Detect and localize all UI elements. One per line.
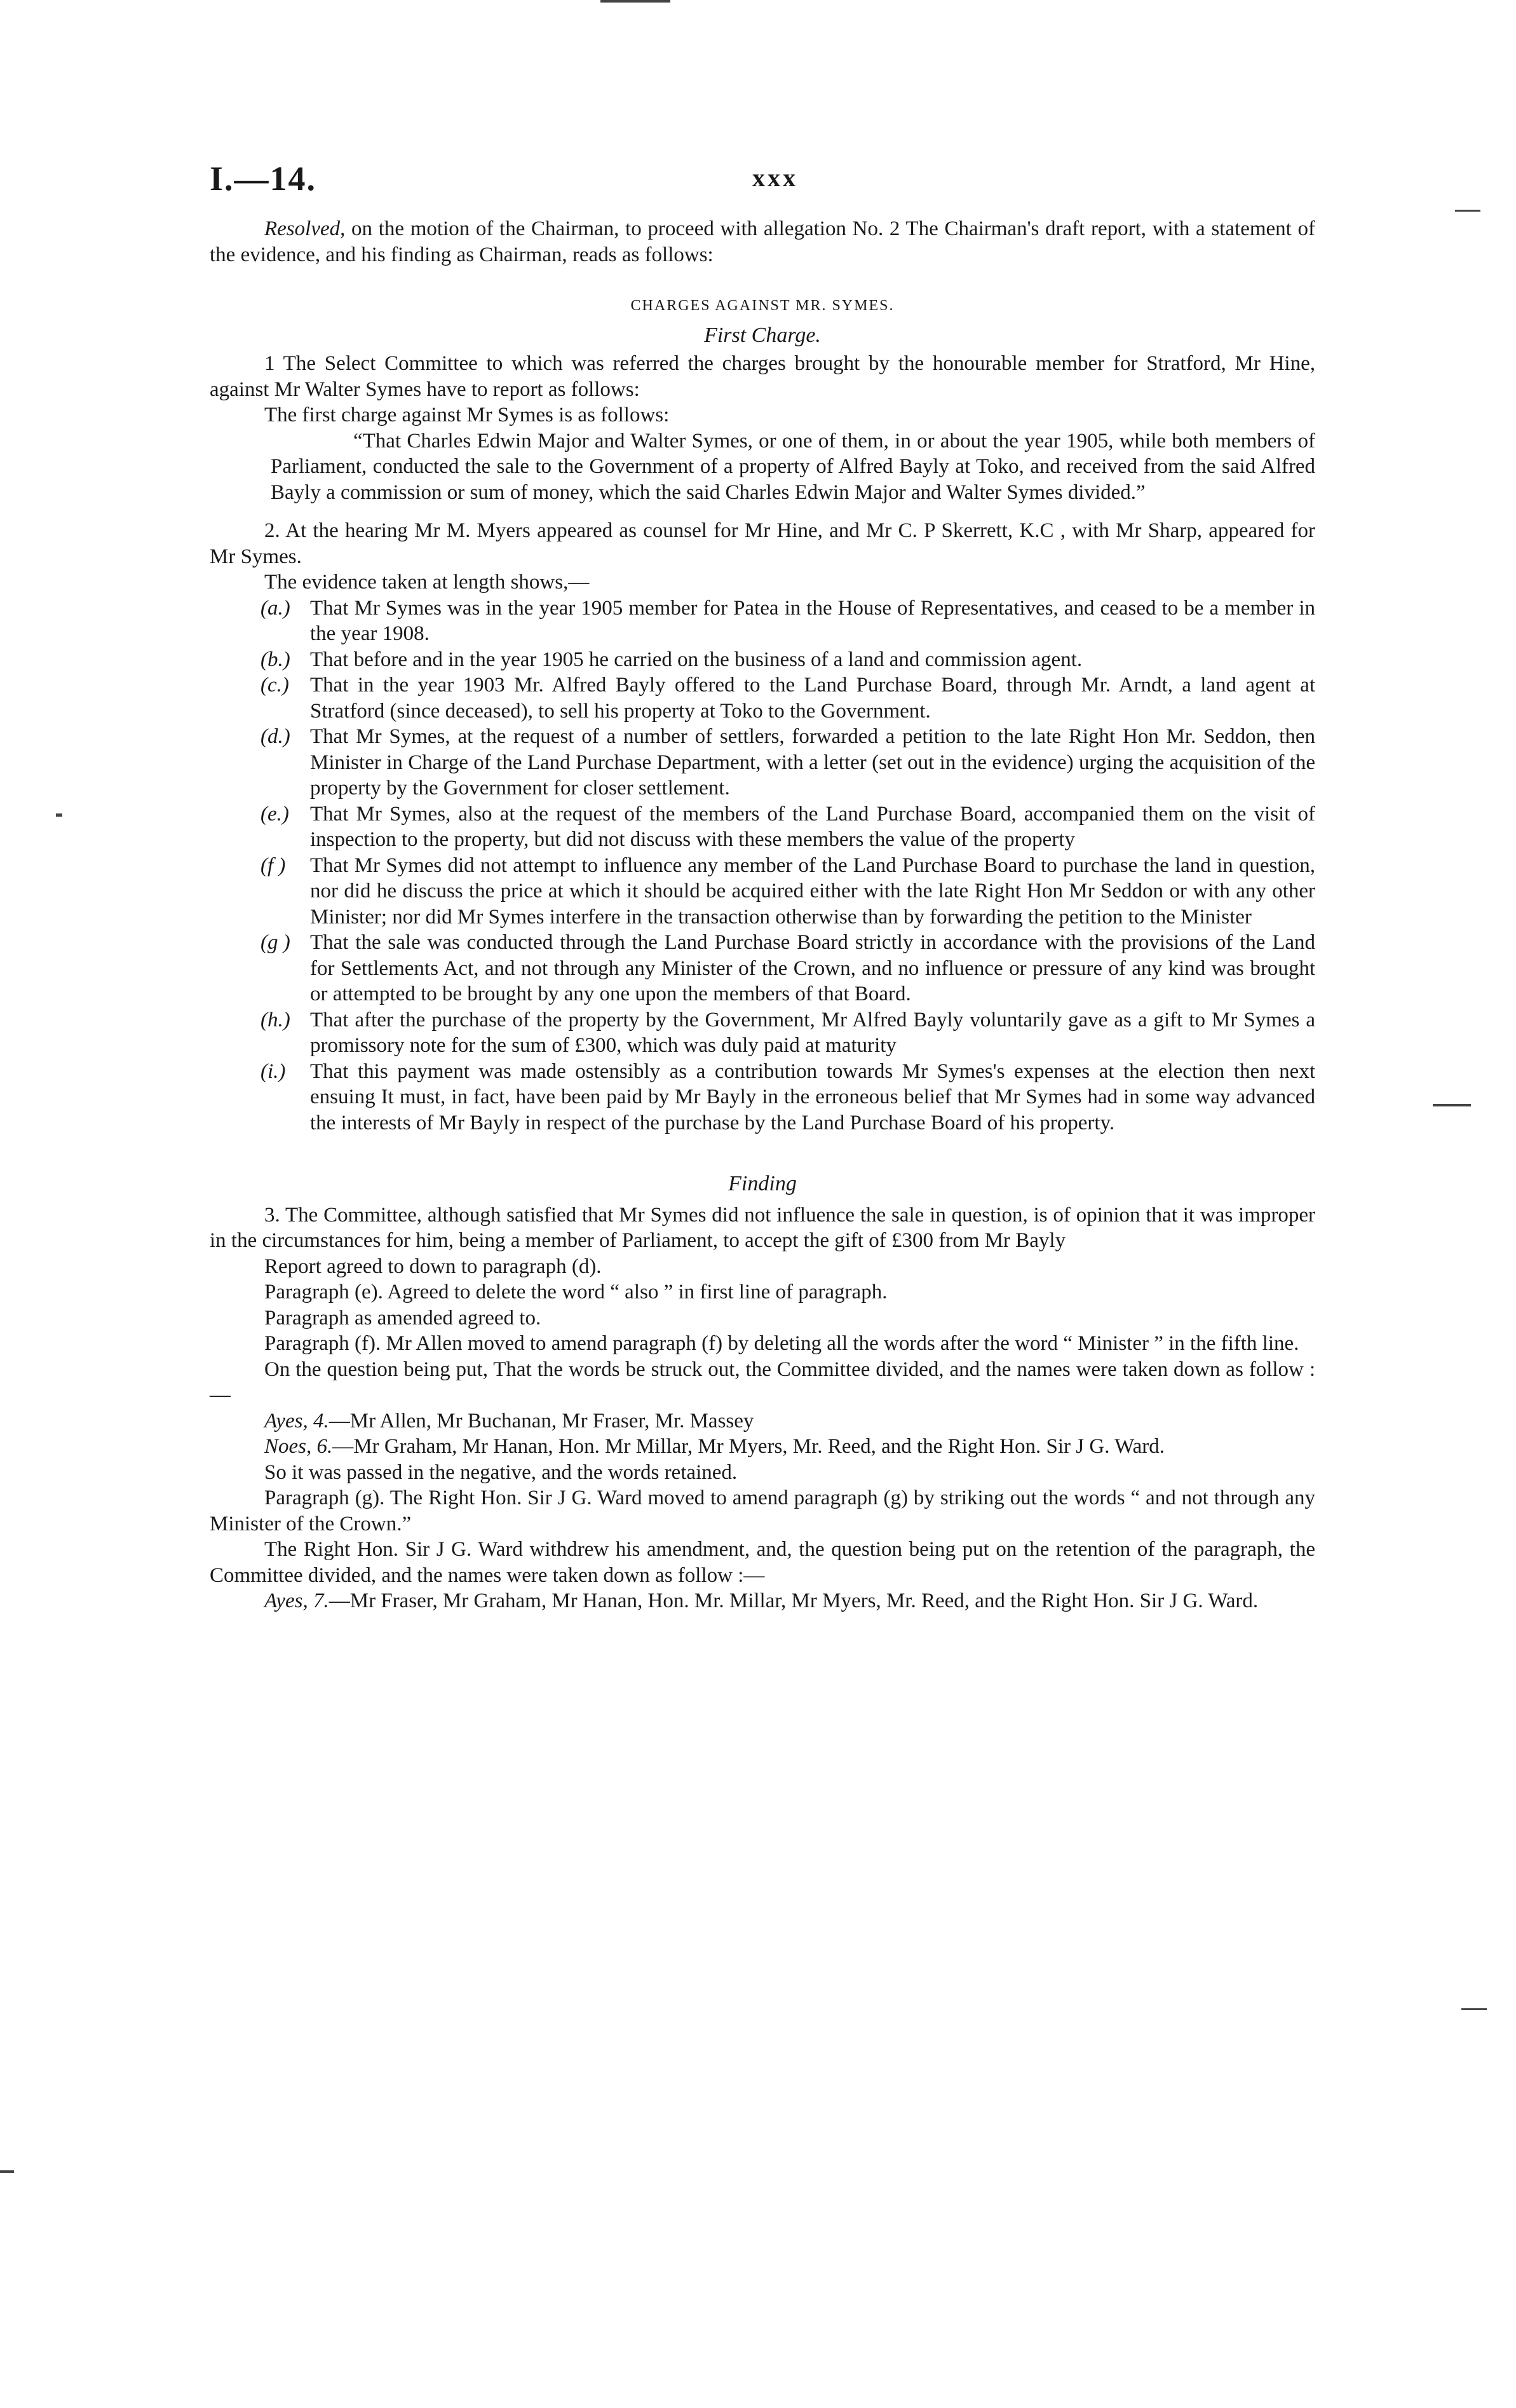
first-charge-title: First Charge. xyxy=(704,323,821,347)
paragraph-3: 3. The Committee, although satisfied that Mr Symes did not influence the sale in question, is of opinion that it was improper in the circumstances for him, being a member of Parliament, to accept the gift of £300 from Mr Bayly xyxy=(210,1203,1315,1252)
evidence-text: That in the year 1903 Mr. Alfred Bayly offered to the Land Purchase Board, through Mr. Arndt, a land agent at Stratford (since deceased), to sell his property at Toko to the Government. xyxy=(310,674,1315,723)
first-charge-intro: The first charge against Mr Symes is as follows: xyxy=(264,404,670,426)
resolved-word: Resolved, xyxy=(264,217,346,240)
evidence-text: That Mr Symes, also at the request of the members of the Land Purchase Board, accompanied them on the visit of inspection to the property, but did not discuss with these members the value of the property xyxy=(310,802,1315,851)
page-number: xxx xyxy=(752,163,798,192)
evidence-text: That after the purchase of the property by the Government, Mr Alfred Bayly voluntarily gave as a gift to Mr Symes a promissory note for the sum of £300, which was duly paid at maturity xyxy=(310,1008,1315,1057)
minute-question-put: On the question being put, That the words be struck out, the Committee divided, and the names were taken down as follow :— xyxy=(210,1357,1315,1406)
evidence-text: That the sale was conducted through the Land Purchase Board strictly in accordance with the provisions of the Land for Settlements Act, and not through any Minister of the Crown, and no influence or pressure of any kind was brought or attempted to be brought by any one upon the members of that Board. xyxy=(310,931,1315,1005)
scan-mark-left-bottom xyxy=(0,2170,14,2173)
evidence-item xyxy=(261,724,1315,801)
charge-quote: “That Charles Edwin Major and Walter Symes, or one of them, in or about the year 1905, while both members of Parliament, conducted the sale to the Government of a property of Alfred Bayly at Toko, and received from the said Alfred Bayly a commission or sum of money, which the said Charles Edwin Major and Walter Symes divided.” xyxy=(271,429,1315,504)
vote-ayes-2 xyxy=(210,1588,1315,1614)
evidence-letter: (f ) xyxy=(261,854,286,877)
evidence-text: That Mr Symes did not attempt to influence any member of the Land Purchase Board to purchase the land in question, nor did he discuss the price at which it should be acquired either with the late Right Hon Mr Seddon or with any other Minister; nor did Mr Symes interfere in the transaction otherwise than by forwarding the petition to the Minister xyxy=(310,854,1315,929)
evidence-item xyxy=(261,853,1315,930)
scan-mark-top xyxy=(600,0,670,3)
charges-title: CHARGES AGAINST MR. SYMES. xyxy=(630,297,895,314)
vote-noes-1 xyxy=(210,1434,1315,1460)
intro-text: on the motion of the Chairman, to proceed with allegation No. 2 The Chairman's draft report, with a statement of the evidence, and his finding as Chairman, reads as follows: xyxy=(210,217,1315,266)
evidence-list xyxy=(210,595,1315,1136)
ayes-label: Ayes, 7. xyxy=(264,1589,329,1612)
evidence-letter: (b.) xyxy=(261,648,290,671)
ayes-names: —Mr Allen, Mr Buchanan, Mr Fraser, Mr. Massey xyxy=(328,1409,754,1432)
evidence-letter: (d.) xyxy=(261,725,290,748)
evidence-text: That before and in the year 1905 he carried on the business of a land and commission agent. xyxy=(310,648,1083,671)
minute-withdrew: The Right Hon. Sir J G. Ward withdrew his amendment, and, the question being put on the retention of the paragraph, the Committee divided, and the names were taken down as follow :— xyxy=(210,1538,1315,1587)
noes-names: —Mr Graham, Mr Hanan, Hon. Mr Millar, Mr Myers, Mr. Reed, and the Right Hon. Sir J G. Ward. xyxy=(332,1435,1165,1458)
evidence-letter: (a.) xyxy=(261,596,290,620)
minute-paragraph-f: Paragraph (f). Mr Allen moved to amend paragraph (f) by deleting all the words after the word “ Minister ” in the fifth line. xyxy=(264,1332,1299,1355)
minute-paragraph-e: Paragraph (e). Agreed to delete the word “ also ” in first line of paragraph. xyxy=(264,1281,888,1303)
scan-mark-right-1 xyxy=(1455,210,1480,212)
minute-paragraph-g: Paragraph (g). The Right Hon. Sir J G. Ward moved to amend paragraph (g) by striking out the words “ and not through any Minister of the Crown.” xyxy=(210,1486,1315,1535)
evidence-item xyxy=(261,672,1315,724)
paragraph-2: 2. At the hearing Mr M. Myers appeared as counsel for Mr Hine, and Mr C. P Skerrett, K.C , with Mr Sharp, appeared for Mr Symes. xyxy=(210,519,1315,568)
evidence-text: That this payment was made ostensibly as a contribution towards Mr Symes's expenses at the election then next ensuing It must, in fact, have been paid by Mr Bayly in the erroneous belief that Mr Symes had in some way advanced the interests of Mr Bayly in respect of the purchase by the Land Purchase Board of his property. xyxy=(310,1059,1315,1134)
evidence-text: That Mr Symes was in the year 1905 member for Patea in the House of Representatives, and ceased to be a member in the year 1908. xyxy=(310,596,1315,645)
scan-mark-right-3 xyxy=(1461,2008,1487,2010)
evidence-item xyxy=(261,1007,1315,1059)
ayes-label: Ayes, 4. xyxy=(264,1409,329,1432)
evidence-letter: (h.) xyxy=(261,1008,290,1031)
ayes-names: —Mr Fraser, Mr Graham, Mr Hanan, Hon. Mr. Millar, Mr Myers, Mr. Reed, and the Right Hon. Sir J G. Ward. xyxy=(328,1589,1259,1612)
evidence-item xyxy=(261,647,1315,673)
scan-mark-left xyxy=(56,813,62,817)
evidence-item xyxy=(261,1059,1315,1136)
evidence-intro: The evidence taken at length shows,— xyxy=(264,571,590,594)
evidence-letter: (c.) xyxy=(261,674,289,697)
evidence-item xyxy=(261,595,1315,647)
document-reference: I.—14. xyxy=(210,160,317,198)
finding-title: Finding xyxy=(728,1172,797,1195)
evidence-letter: (e.) xyxy=(261,802,289,826)
intro-paragraph xyxy=(210,216,1315,268)
vote-ayes-1 xyxy=(210,1408,1315,1434)
paragraph-1: 1 The Select Committee to which was referred the charges brought by the honourable member for Stratford, Mr Hine, against Mr Walter Symes have to report as follows: xyxy=(210,352,1315,401)
document-body xyxy=(210,216,1315,1614)
evidence-text: That Mr Symes, at the request of a number of settlers, forwarded a petition to the late Right Hon Mr. Seddon, then Minister in Charge of the Land Purchase Department, with a letter (set out in the evidence) urging the acquisition of the property by the Government for closer settlement. xyxy=(310,725,1315,799)
evidence-letter: (g ) xyxy=(261,931,290,954)
evidence-letter: (i.) xyxy=(261,1059,286,1083)
noes-label: Noes, 6. xyxy=(264,1435,333,1458)
minute-amended-agreed: Paragraph as amended agreed to. xyxy=(264,1306,541,1330)
evidence-item xyxy=(261,930,1315,1007)
evidence-item xyxy=(261,801,1315,853)
page-header xyxy=(210,159,1341,210)
minute-negative: So it was passed in the negative, and the words retained. xyxy=(264,1460,738,1484)
minute-report-agreed: Report agreed to down to paragraph (d). xyxy=(264,1255,602,1278)
scan-mark-right-2 xyxy=(1433,1104,1471,1106)
